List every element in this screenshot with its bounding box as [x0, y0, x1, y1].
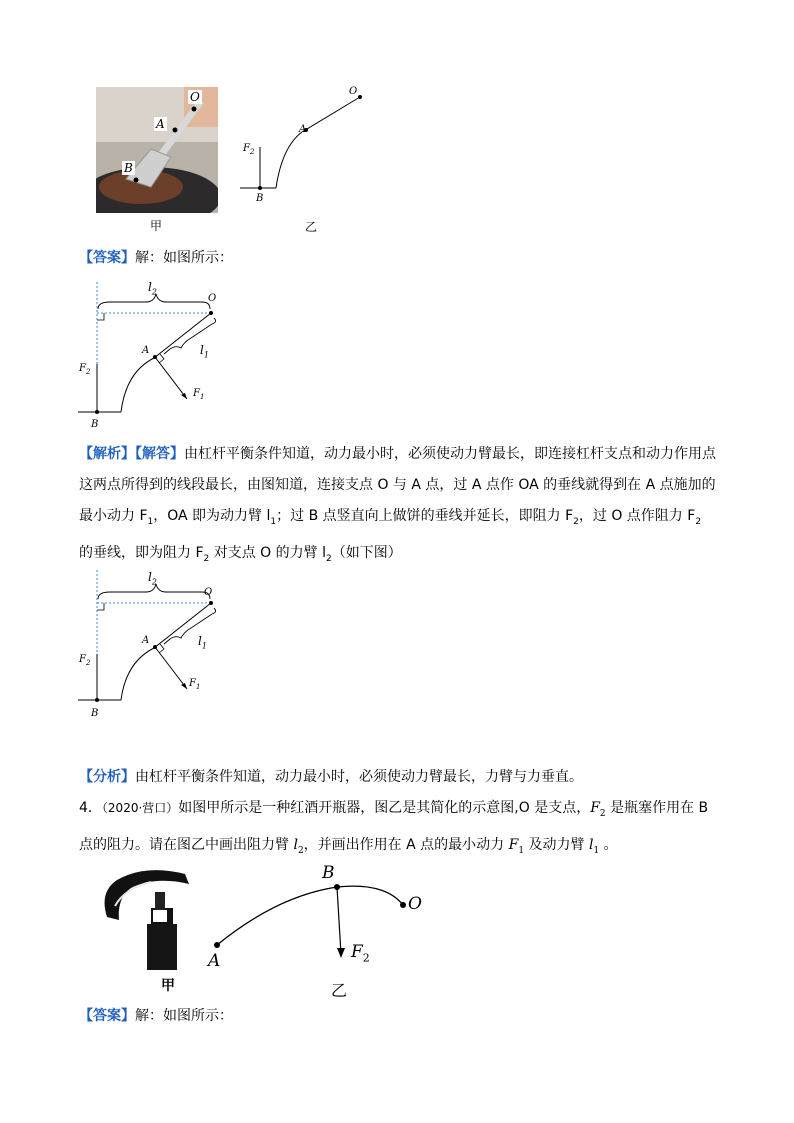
ans-label-l2: $l_2$: [148, 280, 157, 297]
lever-diagram-yi: [238, 87, 378, 207]
fig4-caption-yi: 乙: [331, 981, 348, 1000]
diagram-label-B: B: [256, 193, 264, 204]
photo-label-O: O: [190, 90, 200, 104]
ans2-label-F2: $F_2$: [79, 654, 91, 667]
answer-1: [79, 243, 719, 274]
answer-diagram-1: [76, 282, 236, 432]
figure-1: [96, 87, 396, 237]
answer-diagram-svg-1: [76, 282, 236, 432]
ans2-label-O: O: [204, 587, 213, 598]
photo-label-B: B: [124, 161, 133, 175]
analysis-paragraph: 【解析】【解答】由杠杆平衡条件知道，动力最小时，必须使动力臂最长，即连接杠杆支点和动力作用点这两点所得到的线段最长，由图知道，连接支点 O 与 A 点，过 A 点作 OA 的垂线就得到在 A 点施加的最小动力 $F_1$，OA 即为动力臂 $l_1$；过 B 点竖直向上做饼的垂线并延长，即阻力 $F_2$，过 O 点作阻力 $F_2$ 的垂线，即为阻力 $F_2$ 对支点 O 的力臂 $l_2$（如下图）: [79, 446, 716, 564]
caption-jia: 甲: [150, 219, 163, 233]
ans-label-F1: $F_1$: [193, 388, 205, 401]
photo-label-A: A: [156, 117, 165, 131]
analysis-tag: 【解析】【解答】: [79, 446, 184, 462]
answer4-text: 解：如图所示：: [135, 1008, 233, 1024]
fig4-label-O: O: [408, 894, 422, 914]
ans-label-l1: $l_1$: [200, 343, 209, 360]
ans-label-F2: $F_2$: [79, 363, 91, 376]
question-number: 4．: [79, 800, 102, 816]
ans-label-B: B: [91, 419, 99, 430]
fig4-label-F2: $F_2$: [351, 942, 370, 965]
ans2-label-A: A: [142, 635, 150, 646]
answer-4: [79, 1001, 719, 1032]
spatula-photo: [96, 87, 218, 213]
figure-4: [95, 862, 435, 1000]
answer4-tag: 【答案】: [79, 1008, 135, 1024]
diagram-label-F2: $F_2$: [243, 143, 255, 156]
fig4-label-B: B: [322, 863, 335, 883]
wine-opener-diagram-yi: [207, 862, 427, 972]
ans-label-O: O: [208, 293, 217, 304]
question-4: 4．（2020·营口）如图甲所示是一种红酒开瓶器，图乙是其简化的示意图,O 是支点，$F_2$ 是瓶塞作用在 B 点的阻力。请在图乙中画出阻力臂 $l_2$，并画出作用在 A 点的最小动力 $F_1$ 及动力臂 $l_1$ 。: [79, 800, 709, 856]
ans2-label-B: B: [91, 708, 99, 719]
answer-text: 解：如图所示：: [135, 250, 233, 266]
diagram-label-A: A: [299, 124, 307, 135]
fig4-caption-jia: 甲: [161, 978, 175, 994]
answer-tag: 【答案】: [79, 250, 135, 266]
ans-label-A: A: [142, 345, 150, 356]
fenxi-tag: 【分析】: [79, 769, 135, 785]
question-source: （2020·营口）: [101, 801, 179, 815]
fig4-label-A: A: [208, 951, 221, 971]
ans2-label-F1: $F_1$: [189, 678, 201, 691]
caption-yi: 乙: [305, 220, 318, 234]
diagram-label-O: O: [349, 86, 358, 97]
fenxi-text: 由杠杆平衡条件知道，动力最小时，必须使动力臂最长，力臂与力垂直。: [135, 769, 583, 785]
ans2-label-l2: $l_2$: [148, 570, 157, 587]
ans2-label-l1: $l_1$: [198, 634, 207, 651]
fenxi-paragraph: [79, 762, 719, 793]
wine-opener-photo: [95, 862, 195, 972]
answer-diagram-2: [76, 570, 236, 720]
